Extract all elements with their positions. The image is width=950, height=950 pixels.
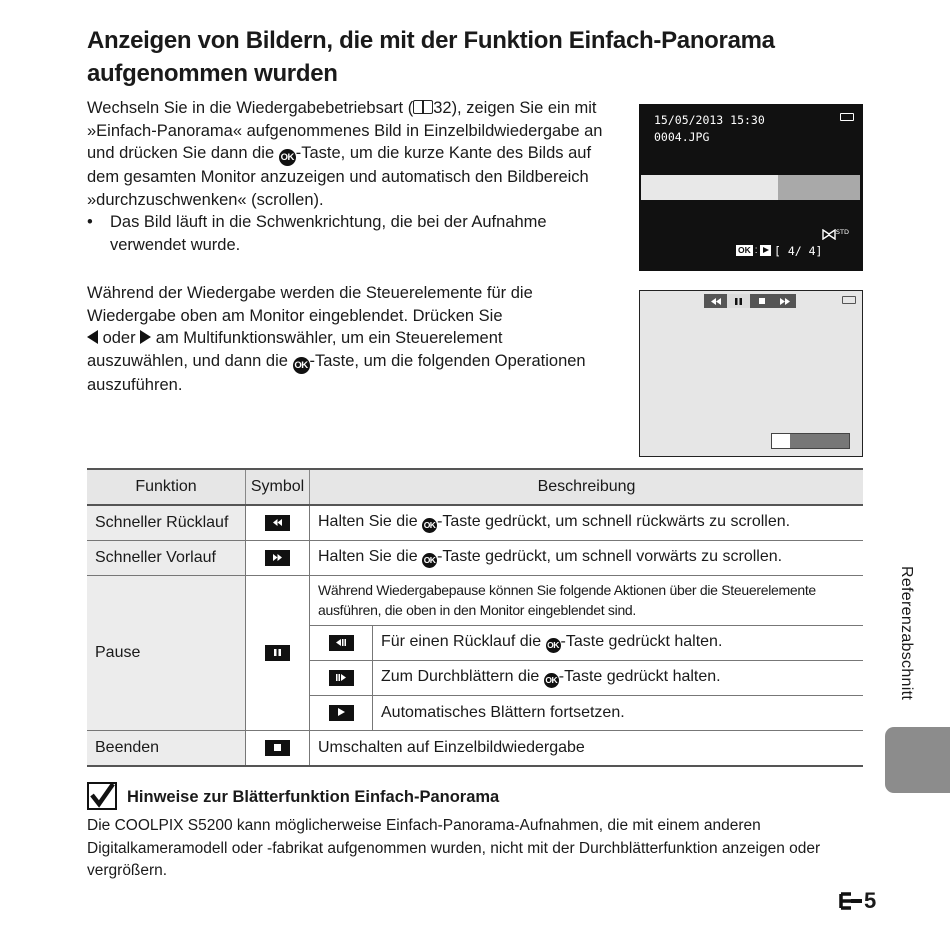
symbol-cell — [310, 696, 373, 731]
note-text: Die COOLPIX S5200 kann möglicherweise Einfach-Panorama-Aufnahmen, die mit einem anderen Digitalkameramodell oder -fabrikat aufgenommen wurden, nicht mit der Durchblätterfunktion anzeigen oder vergrößern. — [87, 817, 821, 879]
symbol-cell — [310, 661, 373, 696]
intro-text-2: ), zeigen Sie ein mit »Einfach-Panorama« aufgenommenes Bild in Einzelbildwiedergabe an und drücken Sie dann die — [87, 99, 603, 162]
datetime: 15/05/2013 15:30 — [654, 113, 765, 127]
bullet-text: Das Bild läuft in die Schwenkrichtung, die bei der Aufnahme verwendet wurde. — [110, 213, 547, 254]
ok-play-hint — [736, 245, 771, 256]
table-row — [87, 505, 863, 541]
check-mark-icon — [87, 782, 117, 810]
camera-screen-single-image — [639, 104, 863, 271]
table-row — [310, 661, 863, 696]
symbol-cell — [246, 576, 310, 731]
book-reference-icon — [413, 100, 433, 114]
table-row — [310, 696, 863, 731]
description: Halten Sie die OK -Taste gedrückt, um schnell rückwärts zu scrollen. — [310, 505, 864, 541]
table-row — [87, 731, 863, 767]
playback-controls-bar — [704, 294, 796, 308]
pause-sub-table — [310, 625, 863, 730]
page-title: Anzeigen von Bildern, die mit der Funktion Einfach-Panorama aufgenommen wurden — [87, 27, 775, 87]
fast-forward-icon — [773, 294, 796, 308]
intro-text-3: -Taste, um die kurze Kante des Bilds auf dem gesamten Monitor anzuzeigen und automatisch den Bildbereich »durchzuschwenken« (scrollen). — [87, 144, 592, 209]
battery-icon — [842, 296, 856, 304]
pause-icon — [265, 645, 290, 661]
reference-section-icon — [838, 892, 864, 910]
description: Zum Durchblättern die OK -Taste gedrückt halten. — [373, 661, 864, 696]
table-row — [87, 576, 863, 731]
pause-icon — [727, 294, 750, 308]
scroll-position-bar — [771, 433, 850, 449]
panorama-preview-dark — [778, 175, 860, 200]
function-name: Beenden — [87, 731, 246, 767]
function-name: Schneller Rücklauf — [87, 505, 246, 541]
symbol-cell — [310, 626, 373, 661]
section-label: Referenzabschnitt — [898, 566, 915, 701]
ok-button-icon: OK — [546, 638, 561, 653]
intro-text-1: Wechseln Sie in die Wiedergabebetriebsart ( — [87, 99, 414, 117]
rewind-icon — [704, 294, 727, 308]
controls-paragraph — [87, 282, 587, 396]
description: Automatisches Blättern fortsetzen. — [373, 696, 864, 731]
page-reference: 32 — [433, 99, 452, 117]
symbol-cell — [246, 505, 310, 541]
camera-screen-panorama-playback — [639, 290, 863, 457]
controls-text-1: Während der Wiedergabe werden die Steuerelemente für die Wiedergabe oben am Monitor eingeblendet. Drücken Sie — [87, 284, 533, 325]
play-icon — [329, 705, 354, 721]
description: Umschalten auf Einzelbildwiedergabe — [310, 731, 864, 767]
header-funktion: Funktion — [87, 469, 246, 505]
symbol-cell — [246, 541, 310, 576]
intro-paragraph — [87, 97, 607, 256]
function-table — [87, 468, 863, 767]
stop-icon — [750, 294, 773, 308]
bullet-marker: • — [87, 213, 93, 231]
rewind-icon — [265, 515, 290, 531]
frame-advance-icon — [329, 670, 354, 686]
note-title: Hinweise zur Blätterfunktion Einfach-Panorama — [127, 788, 500, 806]
panorama-std-icon — [822, 228, 849, 241]
ok-label-box: OK — [738, 245, 751, 255]
filename: 0004.JPG — [654, 130, 710, 144]
battery-icon — [840, 113, 854, 121]
description: Halten Sie die OK -Taste gedrückt, um schnell vorwärts zu scrollen. — [310, 541, 864, 576]
image-counter: [ 4/ 4] — [774, 244, 823, 258]
stop-icon — [265, 740, 290, 756]
ok-button-icon: OK — [544, 673, 559, 688]
controls-text-2: am Multifunktionswähler, um ein Steuerelement auszuwählen, und dann die — [87, 329, 503, 370]
description: Für einen Rücklauf die OK -Taste gedrückt halten. — [373, 626, 864, 661]
frame-back-icon — [329, 635, 354, 651]
fast-forward-icon — [265, 550, 290, 566]
pause-description: Während Wiedergabepause können Sie folgende Aktionen über die Steuerelemente ausführen, die oben in den Monitor eingeblendet sind. — [318, 582, 816, 618]
play-icon — [760, 245, 771, 256]
ok-play-separator: : — [754, 245, 758, 256]
function-name: Pause — [87, 576, 246, 731]
controls-text-3: -Taste, um die folgenden Operationen auszuführen. — [87, 351, 586, 394]
controls-text-or: oder — [98, 329, 141, 347]
scroll-position-indicator — [790, 434, 849, 448]
left-arrow-icon — [87, 330, 98, 344]
ok-button-icon: OK — [279, 149, 296, 166]
table-row — [310, 626, 863, 661]
right-arrow-icon — [140, 330, 151, 344]
ok-button-icon: OK — [422, 553, 437, 568]
std-label: STD — [835, 228, 849, 236]
ok-button-icon: OK — [293, 357, 310, 374]
table-header-row — [87, 469, 863, 505]
description — [310, 576, 864, 731]
header-symbol: Symbol — [246, 469, 310, 505]
bullet-item — [87, 211, 607, 256]
table-row — [87, 541, 863, 576]
page-number: 5 — [838, 888, 876, 914]
section-tab — [885, 727, 950, 793]
header-beschreibung: Beschreibung — [310, 469, 864, 505]
ok-button-icon: OK — [422, 518, 437, 533]
function-name: Schneller Vorlauf — [87, 541, 246, 576]
note-heading — [87, 782, 499, 810]
panorama-preview-light — [641, 175, 778, 200]
symbol-cell — [246, 731, 310, 767]
